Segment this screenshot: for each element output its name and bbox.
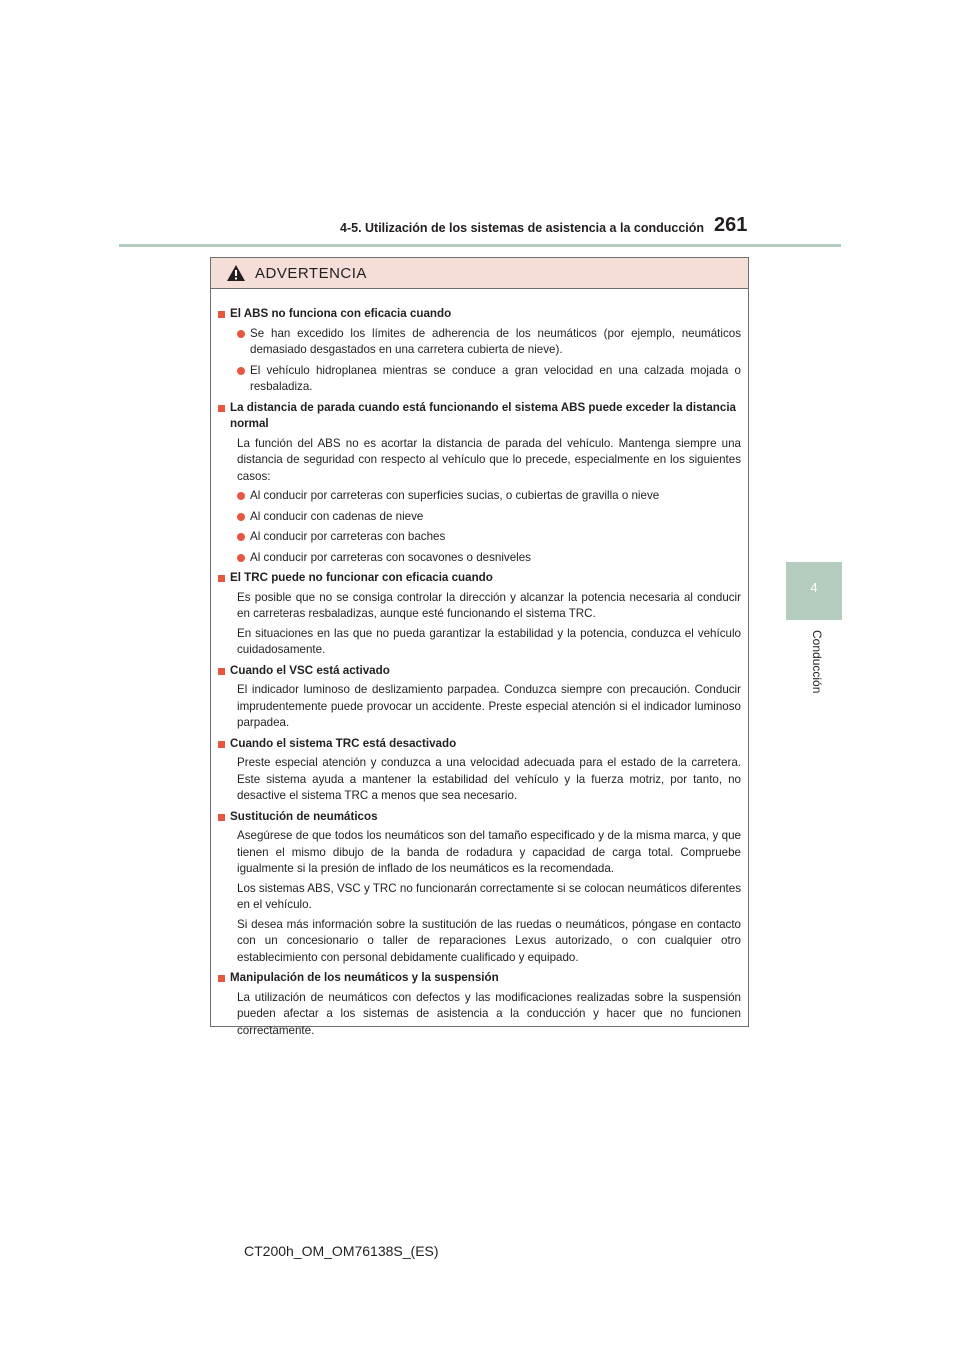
list-item [237, 488, 741, 505]
warning-box [210, 257, 749, 1037]
list-item [237, 363, 741, 396]
section-heading-text: Cuando el VSC está activado [230, 663, 390, 677]
round-bullet-icon [237, 367, 245, 375]
section-paragraph: Si desea más información sobre la sustitución de las ruedas o neumáticos, póngase en contacto con un concesionario o taller de reparaciones Lexus autorizado, o con cualquier otro establecimiento con personal debidamente cualificado y equipado. [237, 917, 741, 964]
list-item-text: El vehículo hidroplanea mientras se conduce a gran velocidad en una calzada mojada o resbaladiza. [250, 363, 741, 393]
list-item [237, 529, 741, 546]
document-code: CT200h_OM_OM76138S_(ES) [244, 1243, 439, 1259]
section-heading-text: El TRC puede no funcionar con eficacia cuando [230, 571, 493, 584]
section-heading [218, 306, 741, 323]
section-paragraph: La utilización de neumáticos con defectos y las modificaciones realizadas sobre la suspensión pueden afectar a los sistemas de asistencia a la conducción y hacer que no funcionen correctamente. [237, 990, 741, 1037]
section-paragraph: En situaciones en las que no pueda garantizar la estabilidad y la potencia, conduzca el vehículo cuidadosamente. [237, 626, 741, 656]
section-paragraph: La función del ABS no es acortar la distancia de parada del vehículo. Mantenga siempre una distancia de seguridad con respecto al vehículo que lo precede, especialmente en los siguientes casos: [237, 436, 741, 483]
round-bullet-icon [237, 330, 245, 338]
list-item-text: Al conducir con cadenas de nieve [250, 509, 424, 523]
list-item-text: Al conducir por carreteras con superficies sucias, o cubiertas de gravilla o nieve [250, 489, 660, 502]
list-item-text: Al conducir por carreteras con baches [250, 530, 446, 543]
warning-triangle-icon [226, 264, 246, 282]
round-bullet-icon [237, 533, 245, 541]
section-heading [218, 736, 741, 753]
warning-body [211, 289, 748, 1039]
round-bullet-icon [237, 513, 245, 521]
section-paragraph: El indicador luminoso de deslizamiento parpadea. Conduzca siempre con precaución. Conducir imprudentemente puede provocar un accidente. Preste especial atención si el indicador luminoso parpadea. [237, 683, 741, 729]
section-heading-text: Manipulación de los neumáticos y la suspensión [230, 971, 499, 984]
section-heading [218, 400, 741, 433]
header-divider [119, 244, 841, 247]
section-heading-text: El ABS no funciona con eficacia cuando [230, 307, 452, 320]
list-item [237, 550, 741, 567]
list-item-text: Al conducir por carreteras con socavones o desniveles [250, 550, 531, 564]
section-heading-text: Sustitución de neumáticos [230, 809, 378, 823]
section-paragraph: Es posible que no se consiga controlar la dirección y alcanzar la potencia necesaria al conducir en carreteras resbaladizas, aunque esté funcionando el sistema TRC. [237, 590, 741, 620]
section-heading [218, 970, 741, 987]
section-heading [218, 570, 741, 587]
section-heading [218, 663, 741, 680]
round-bullet-icon [237, 554, 245, 562]
square-bullet-icon [218, 311, 225, 318]
round-bullet-icon [237, 492, 245, 500]
square-bullet-icon [218, 575, 225, 582]
list-item [237, 509, 741, 526]
section-heading [218, 809, 741, 826]
chapter-tab-number: 4 [810, 580, 818, 595]
section-heading-text: Cuando el sistema TRC está desactivado [230, 736, 457, 750]
chapter-tab-label: Conducción [810, 630, 824, 694]
square-bullet-icon [218, 741, 225, 748]
warning-header [211, 258, 748, 289]
section-paragraph: Los sistemas ABS, VSC y TRC no funcionarán correctamente si se colocan neumáticos diferentes en el vehículo. [237, 881, 741, 911]
warning-title: ADVERTENCIA [255, 264, 367, 282]
square-bullet-icon [218, 668, 225, 675]
square-bullet-icon [218, 814, 225, 821]
section-heading-text: La distancia de parada cuando está funcionando el sistema ABS puede exceder la distancia normal [230, 400, 736, 430]
square-bullet-icon [218, 975, 225, 982]
square-bullet-icon [218, 405, 225, 412]
list-item [237, 326, 741, 359]
page-number: 261 [714, 214, 748, 236]
section-title: 4-5. Utilización de los sistemas de asistencia a la conducción [340, 221, 705, 235]
section-paragraph: Preste especial atención y conduzca a una velocidad adecuada para el estado de la carretera. Este sistema ayuda a mantener la estabilidad del vehículo y la fuerza motriz, por tanto, no desactive el sistema TRC a menos que sea necesario. [237, 756, 741, 802]
section-paragraph: Asegúrese de que todos los neumáticos son del tamaño especificado y de la misma marca, y que tienen el mismo dibujo de la banda de rodadura y capacidad de carga total. Compruebe igualmente si la presión de inflado de los neumáticos es la recomendada. [237, 829, 741, 875]
list-item-text: Se han excedido los límites de adherencia de los neumáticos (por ejemplo, neumáticos demasiado desgastados en una carretera cubierta de nieve). [250, 326, 741, 356]
